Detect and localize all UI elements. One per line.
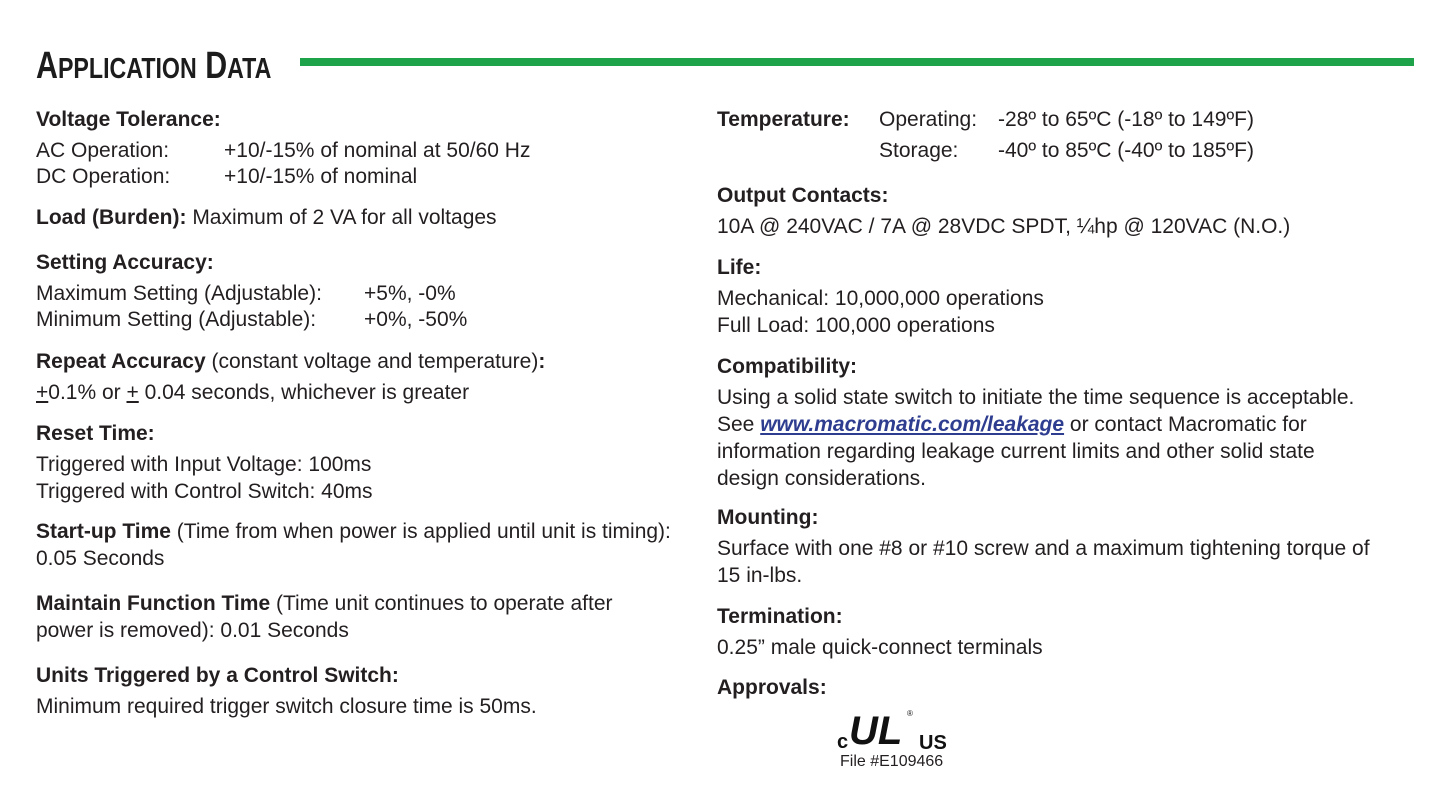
- ac-operation-row: [36, 137, 531, 164]
- life-section: [717, 254, 1044, 339]
- voltage-tolerance-heading: Voltage Tolerance:: [36, 108, 221, 131]
- maintain-function-line: [36, 590, 613, 617]
- operating-temp-value: -28º to 65ºC (-18º to 149ºF): [998, 108, 1254, 131]
- title-initial-a: A: [36, 45, 58, 87]
- startup-time-section: [36, 518, 671, 572]
- maintain-function-heading: Maintain Function Time: [36, 592, 271, 615]
- output-contacts-value: 10A @ 240VAC / 7A @ 28VDC SPDT, ¼hp @ 120VAC (N.O.): [717, 215, 1291, 238]
- max-setting-value: +5%, -0%: [364, 282, 456, 305]
- title-rest-ata: ATA: [227, 53, 272, 85]
- compatibility-contact: or contact Macromatic for: [1064, 413, 1307, 436]
- repeat-accuracy-line: [36, 348, 545, 375]
- reset-time-section: [36, 420, 373, 505]
- startup-time-line: [36, 518, 671, 545]
- repeat-accuracy-note: (constant voltage and temperature): [205, 350, 539, 373]
- maintain-function-line-2: power is removed): 0.01 Seconds: [36, 619, 349, 642]
- repeat-accuracy-section: [36, 348, 545, 406]
- operating-temp-label: Operating:: [879, 108, 978, 131]
- title-accent-bar: [300, 58, 1414, 66]
- output-contacts-heading: Output Contacts:: [717, 184, 889, 207]
- title-rest-pplication: PPLICATION: [57, 53, 197, 85]
- termination-heading: Termination:: [717, 605, 843, 628]
- dc-operation-label: DC Operation:: [36, 165, 171, 188]
- repeat-accuracy-colon: :: [538, 350, 546, 373]
- ul-logo-c: c: [837, 731, 849, 752]
- reset-time-line-2: Triggered with Control Switch: 40ms: [36, 480, 373, 503]
- compatibility-see: See: [717, 413, 761, 436]
- plus-minus-sign-2: +: [126, 381, 139, 404]
- maintain-function-section: [36, 590, 613, 644]
- load-section: [36, 204, 497, 231]
- temperature-heading: Temperature:: [717, 108, 850, 131]
- storage-temp-label: Storage:: [879, 139, 959, 162]
- life-mechanical: Mechanical: 10,000,000 operations: [717, 287, 1044, 310]
- termination-value: 0.25” male quick-connect terminals: [717, 636, 1043, 659]
- max-setting-label: Maximum Setting (Adjustable):: [36, 282, 322, 305]
- units-triggered-heading: Units Triggered by a Control Switch:: [36, 664, 399, 687]
- setting-accuracy-heading: Setting Accuracy:: [36, 251, 214, 274]
- approvals-heading: Approvals:: [717, 676, 827, 699]
- startup-time-value: 0.05 Seconds: [36, 547, 165, 570]
- ul-logo-us: US: [919, 732, 947, 752]
- max-setting-row: [36, 280, 456, 307]
- repeat-accuracy-part2: 0.04 seconds, whichever is greater: [138, 381, 470, 404]
- mounting-line-2: 15 in-lbs.: [717, 564, 803, 587]
- life-full-load: Full Load: 100,000 operations: [717, 314, 995, 337]
- compatibility-line-3: information regarding leakage current limits and other solid state: [717, 440, 1315, 463]
- storage-temp-value: -40º to 85ºC (-40º to 185ºF): [998, 139, 1254, 162]
- startup-time-note: (Time from when power is applied until unit is timing):: [170, 520, 671, 543]
- units-triggered-value: Minimum required trigger switch closure time is 50ms.: [36, 695, 537, 718]
- approvals-section: [717, 674, 1117, 784]
- min-setting-value: +0%, -50%: [364, 308, 468, 331]
- ul-logo-registered: ®: [907, 709, 913, 718]
- load-value: Maximum of 2 VA for all voltages: [186, 206, 497, 229]
- reset-time-line-1: Triggered with Input Voltage: 100ms: [36, 453, 372, 476]
- leakage-link[interactable]: www.macromatic.com/leakage: [760, 413, 1065, 436]
- min-setting-label: Minimum Setting (Adjustable):: [36, 308, 317, 331]
- setting-accuracy-section: [36, 249, 468, 333]
- load-heading: Load (Burden):: [36, 206, 187, 229]
- output-contacts-section: [717, 182, 1290, 240]
- repeat-accuracy-value: [36, 379, 545, 406]
- reset-time-heading: Reset Time:: [36, 422, 155, 445]
- maintain-function-note: (Time unit continues to operate after: [270, 592, 613, 615]
- min-setting-row: [36, 306, 468, 333]
- compatibility-line-2: [717, 411, 1354, 438]
- startup-time-heading: Start-up Time: [36, 520, 171, 543]
- units-triggered-section: [36, 662, 537, 720]
- page-title: [36, 40, 271, 95]
- compatibility-line-1: Using a solid state switch to initiate the time sequence is acceptable.: [717, 386, 1355, 409]
- ac-operation-label: AC Operation:: [36, 139, 170, 162]
- mounting-heading: Mounting:: [717, 506, 819, 529]
- title-initial-d: D: [205, 45, 228, 87]
- dc-operation-row: [36, 163, 418, 190]
- mounting-section: [717, 504, 1370, 589]
- ul-logo-ul: UL: [849, 709, 903, 752]
- cul-us-logo: [837, 708, 947, 752]
- compatibility-line-4: design considerations.: [717, 467, 926, 490]
- termination-section: [717, 603, 1043, 661]
- plus-minus-sign-1: +: [36, 381, 49, 404]
- voltage-tolerance-section: [36, 106, 531, 190]
- dc-operation-value: +10/-15% of nominal: [224, 165, 418, 188]
- repeat-accuracy-heading: Repeat Accuracy: [36, 350, 206, 373]
- ac-operation-value: +10/-15% of nominal at 50/60 Hz: [224, 139, 531, 162]
- ul-file-number: File #E109466: [840, 753, 944, 770]
- mounting-line-1: Surface with one #8 or #10 screw and a maximum tightening torque of: [717, 537, 1370, 560]
- repeat-accuracy-part1: 0.1% or: [48, 381, 127, 404]
- life-heading: Life:: [717, 256, 762, 279]
- compatibility-section: [717, 353, 1354, 492]
- load-line: [36, 204, 497, 231]
- compatibility-heading: Compatibility:: [717, 355, 857, 378]
